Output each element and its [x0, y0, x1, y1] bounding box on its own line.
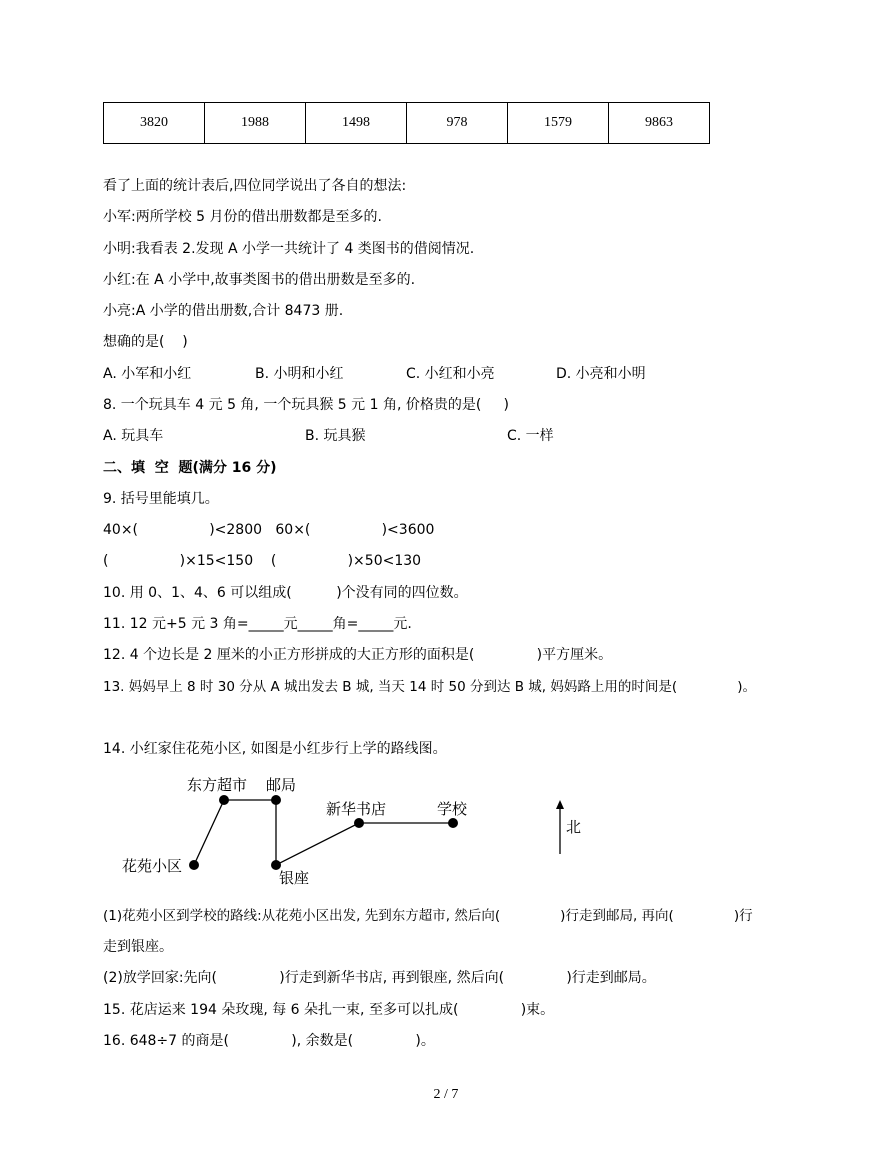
question-11: 11. 12 元+5 元 3 角=_____元_____角=_____元. [103, 616, 412, 632]
xiaojun-statement: 小军:两所学校 5 月份的借出册数都是至多的. [103, 209, 382, 225]
route-map [110, 768, 610, 893]
north-label: 北 [566, 818, 582, 836]
question-14-part-1b: 走到银座。 [103, 939, 173, 955]
table-cell: 3820 [104, 103, 205, 144]
question-13: 13. 妈妈早上 8 时 30 分从 A 城出发去 B 城, 当天 14 时 50 分到达 B 城, 妈妈路上用的时间是( )。 [103, 679, 756, 695]
table-cell: 978 [407, 103, 508, 144]
q8-option-a: A. 玩具车 [103, 428, 164, 444]
question-12: 12. 4 个边长是 2 厘米的小正方形拼成的大正方形的面积是( )平方厘米。 [103, 647, 613, 663]
xiaoming-statement: 小明:我看表 2.发现 A 小学一共统计了 4 类图书的借阅情况. [103, 241, 475, 257]
question-16: 16. 648÷7 的商是( ), 余数是( )。 [103, 1033, 435, 1049]
q7-option-d: D. 小亮和小明 [556, 366, 646, 382]
xiaohong-statement: 小红:在 A 小学中,故事类图书的借出册数是至多的. [103, 272, 416, 288]
xiaoliang-statement: 小亮:A 小学的借出册数,合计 8473 册. [103, 303, 344, 319]
question-15: 15. 花店运来 194 朵玫瑰, 每 6 朵扎一束, 至多可以扎成( )束。 [103, 1002, 555, 1018]
q8-option-c: C. 一样 [507, 428, 554, 444]
question-7-prompt: 想确的是( ) [103, 334, 188, 350]
school-point [448, 818, 458, 828]
question-10: 10. 用 0、1、4、6 可以组成( )个没有同的四位数。 [103, 585, 468, 601]
market-point [219, 795, 229, 805]
market-label: 东方超市 [187, 776, 248, 794]
bookstore-label: 新华书店 [326, 800, 387, 818]
home-label: 花苑小区 [122, 857, 183, 875]
question-8: 8. 一个玩具车 4 元 5 角, 一个玩具猴 5 元 1 角, 价格贵的是( ) [103, 397, 510, 413]
question-9-row-a: 40×( )<2800 60×( )<3600 [103, 522, 435, 538]
question-9-row-b: ( )×15<150 ( )×50<130 [103, 553, 422, 569]
table-cell: 1579 [508, 103, 609, 144]
q7-option-a: A. 小军和小红 [103, 366, 192, 382]
question-14: 14. 小红家住花苑小区, 如图是小红步行上学的路线图。 [103, 741, 447, 757]
section-heading: 二、填 空 题(满分 16 分) [103, 460, 277, 476]
intro-text: 看了上面的统计表后,四位同学说出了各自的想法: [103, 178, 407, 194]
q7-option-c: C. 小红和小亮 [406, 366, 495, 382]
question-14-part-1a: (1)花苑小区到学校的路线:从花苑小区出发, 先到东方超市, 然后向( )行走到邮局, 再向( )行 [103, 908, 753, 924]
yinzuo-label: 银座 [279, 869, 310, 887]
question-9: 9. 括号里能填几。 [103, 491, 219, 507]
table-cell: 1498 [306, 103, 407, 144]
post-label: 邮局 [266, 776, 297, 794]
table-row [104, 103, 710, 144]
table-cell: 9863 [609, 103, 710, 144]
bookstore-point [354, 818, 364, 828]
question-14-part-2: (2)放学回家:先向( )行走到新华书店, 再到银座, 然后向( )行走到邮局。 [103, 970, 656, 986]
page-number: 2 / 7 [433, 1087, 459, 1102]
q8-option-b: B. 玩具猴 [305, 428, 366, 444]
school-label: 学校 [437, 800, 468, 818]
table-cell: 1988 [205, 103, 306, 144]
route-path [194, 800, 453, 865]
north-arrow-head-icon [556, 800, 564, 809]
post-point [271, 795, 281, 805]
statistics-table [103, 102, 710, 144]
q7-option-b: B. 小明和小红 [255, 366, 344, 382]
home-point [189, 860, 199, 870]
